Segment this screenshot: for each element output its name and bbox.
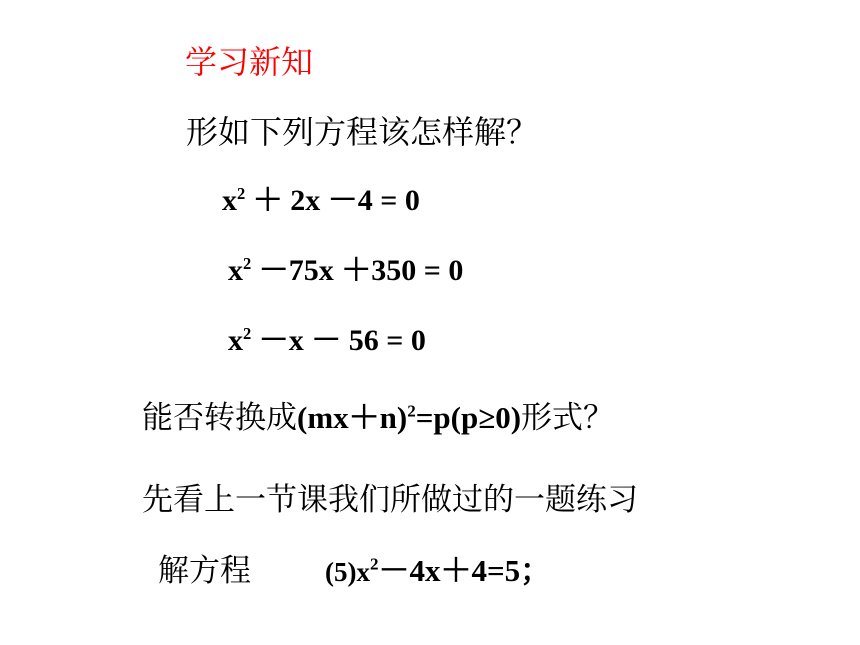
equation-3-rest: －x － 56 = 0 xyxy=(251,324,426,357)
solve-label: 解方程 xyxy=(158,553,251,589)
solve-equation-exponent: 2 xyxy=(369,554,379,574)
solve-equation-prefix: (5)x xyxy=(325,557,370,587)
conversion-formula-base: (mx＋n) xyxy=(297,400,408,435)
conversion-question xyxy=(142,402,614,434)
question-text: 形如下列方程该怎样解？ xyxy=(186,113,539,151)
slide-title: 学习新知 xyxy=(185,43,314,81)
conversion-post-text: 形式？ xyxy=(521,400,615,436)
equation-3-exponent: 2 xyxy=(243,324,252,343)
equation-2-base: x xyxy=(228,254,243,287)
equation-1-rest: ＋ 2x －4 = 0 xyxy=(245,184,420,217)
equation-1-base: x xyxy=(222,184,237,217)
conversion-formula-exponent: 2 xyxy=(407,401,416,421)
solve-equation-line xyxy=(158,555,551,587)
equation-1 xyxy=(222,186,420,216)
equation-2 xyxy=(228,256,463,286)
equation-3 xyxy=(228,326,426,356)
intro-text: 先看上一节课我们所做过的一题练习 xyxy=(142,482,638,518)
equation-1-exponent: 2 xyxy=(237,184,246,203)
solve-equation-rest: －4x＋4=5； xyxy=(378,553,552,588)
equation-3-base: x xyxy=(228,324,243,357)
conversion-pre-text: 能否转换成 xyxy=(142,400,297,436)
equation-2-exponent: 2 xyxy=(243,254,252,273)
equation-2-rest: －75x ＋350 = 0 xyxy=(251,254,464,287)
conversion-formula-rest: =p(p≥0) xyxy=(415,400,522,435)
